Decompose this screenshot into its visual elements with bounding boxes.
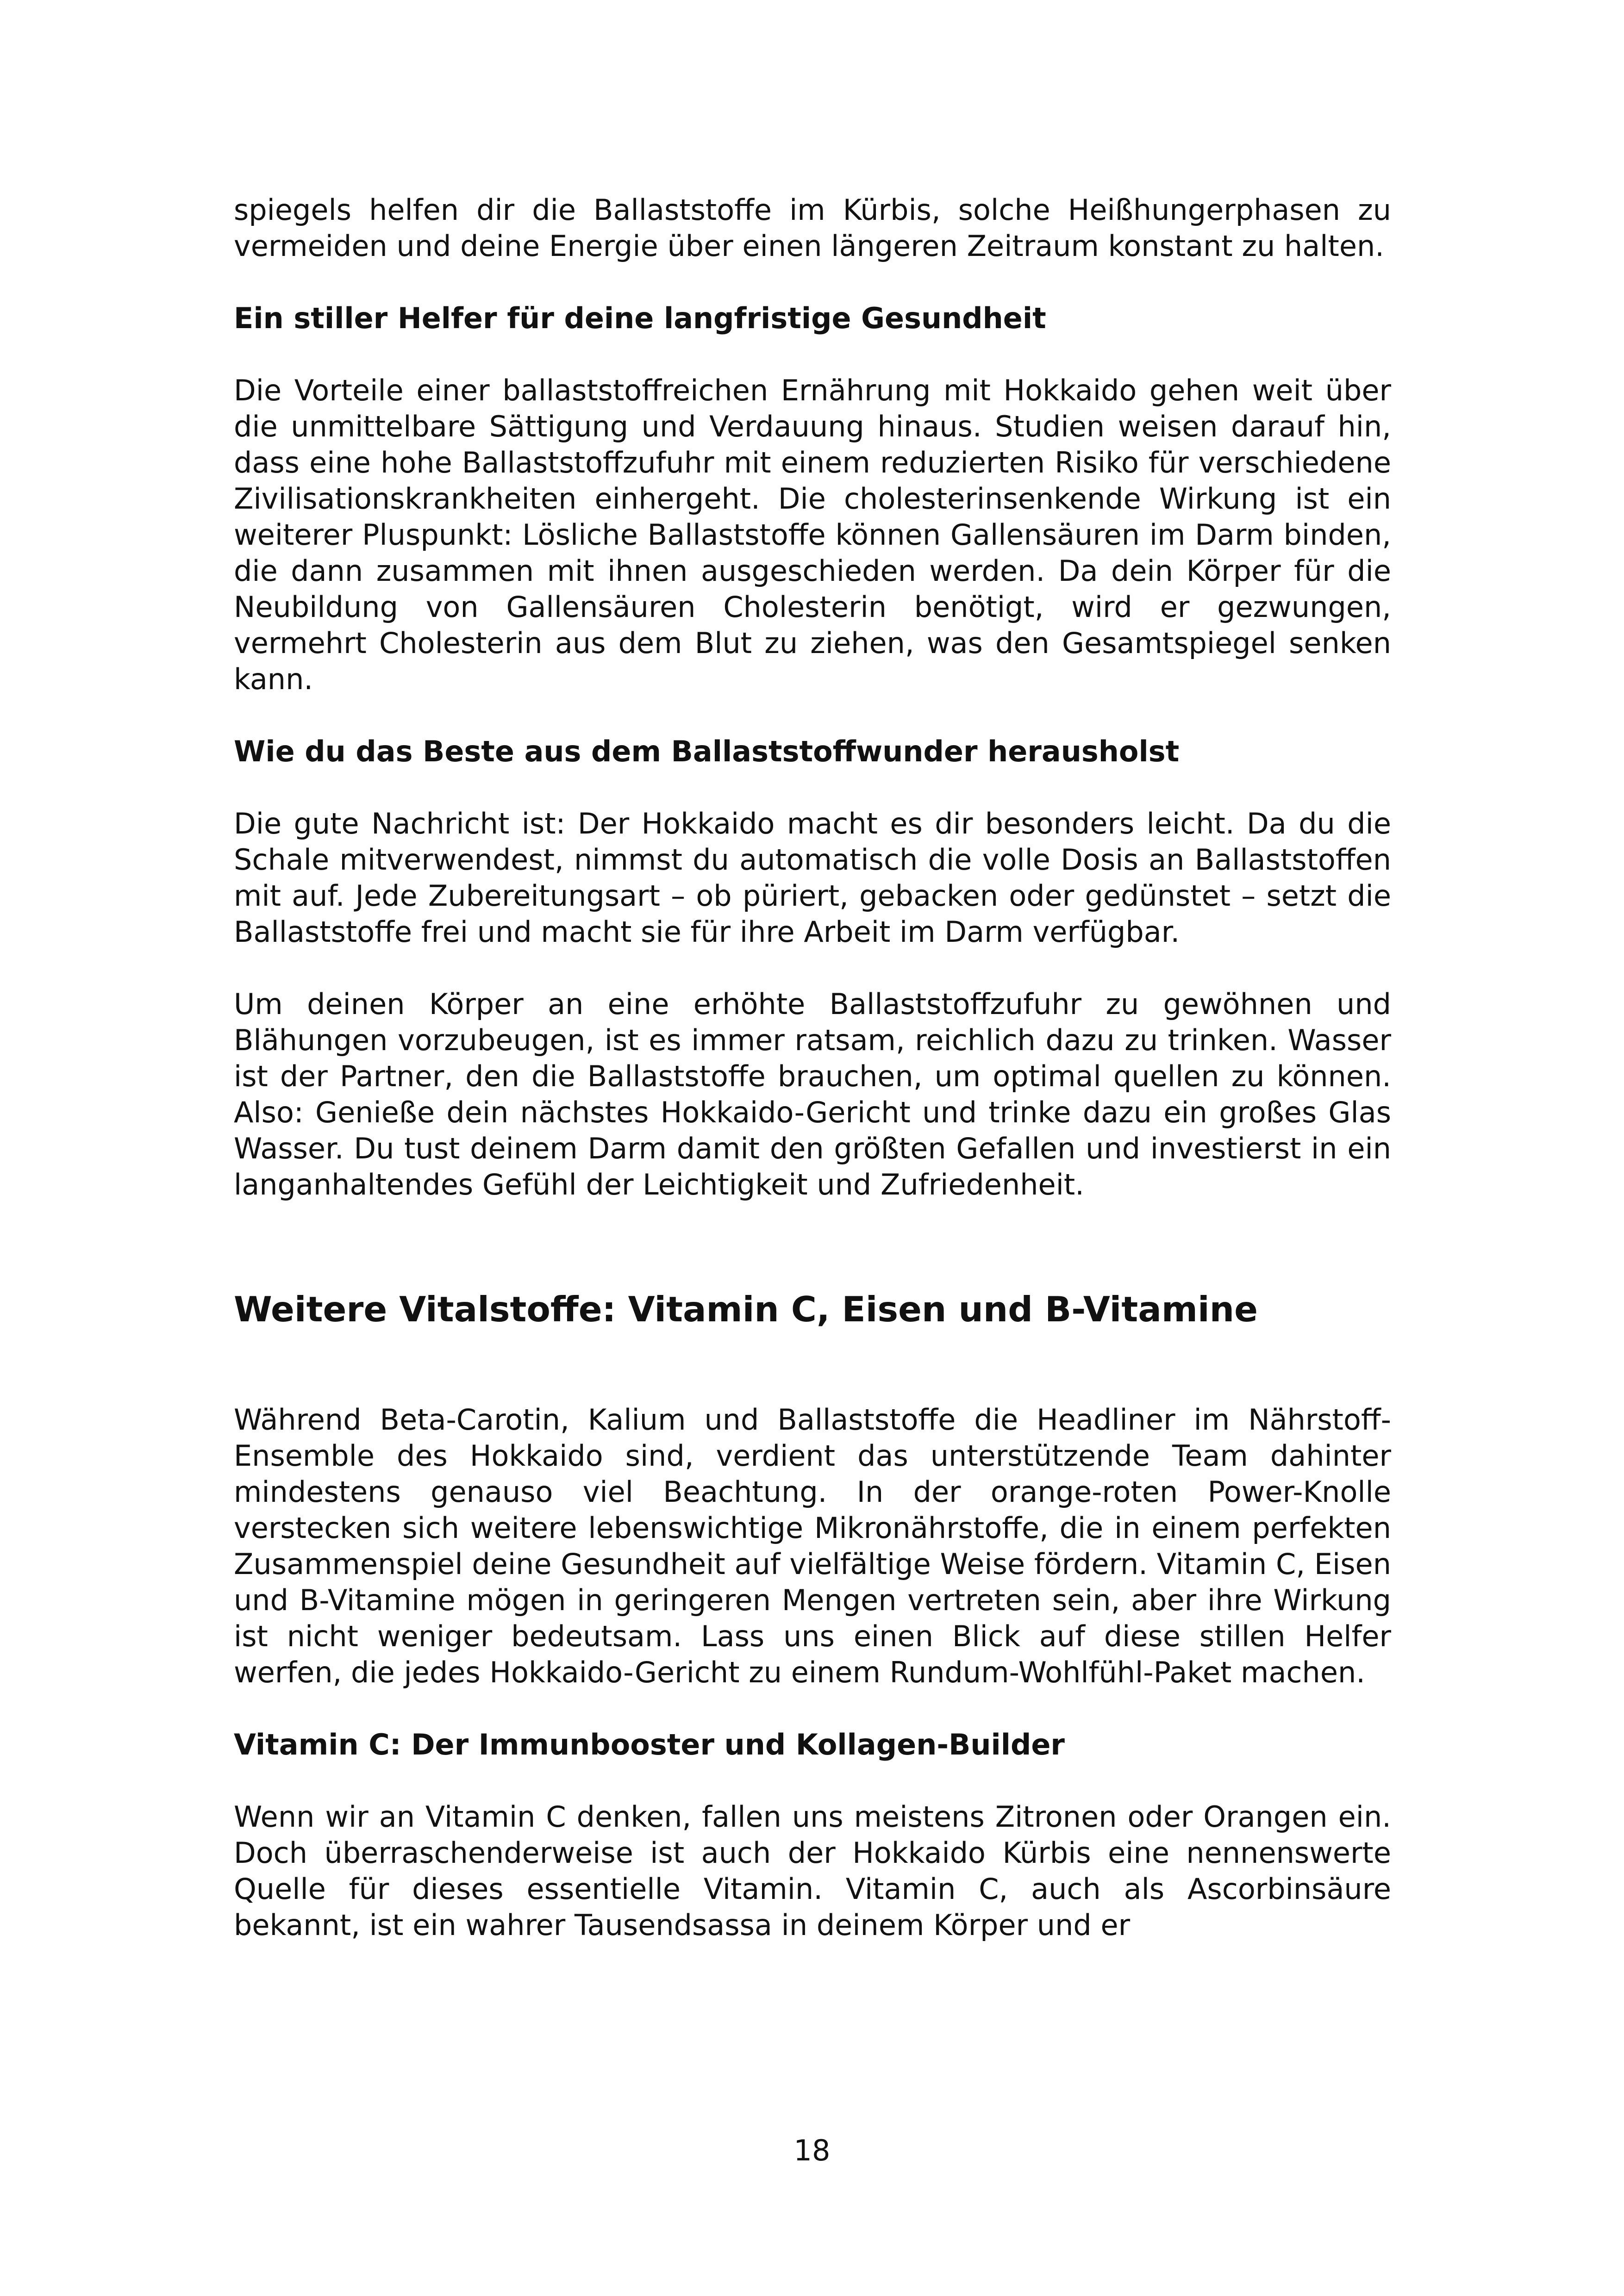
- paragraph-satiety-end: spiegels helfen dir die Ballaststoffe im Kürbis, solche Heißhungerphasen zu vermeiden und deine Energie über einen längeren Zeitraum konstant zu halten.: [234, 193, 1391, 263]
- paragraph-vital-intro: Während Beta-Carotin, Kalium und Ballaststoffe die Headliner im Nährstoff-Ensemble des Hokkaido sind, verdient das unterstützende Team dahinter mindestens genauso viel Beachtung. In der orange-roten Power-Knolle verstecken sich weitere lebenswichtige Mikronährstoffe, die in einem perfekten Zusammenspiel deine Gesundheit auf vielfältige Weise fördern. Vitamin C, Eisen und B-Vitamine mögen in geringeren Mengen vertreten sein, aber ihre Wirkung ist nicht weniger bedeutsam. Lass uns einen Blick auf diese stillen Helfer werfen, die jedes Hokkaido-Gericht zu einem Rundum-Wohlfühl-Paket machen.: [234, 1403, 1391, 1689]
- paragraph-vitamin-c: Wenn wir an Vitamin C denken, fallen uns meistens Zitronen oder Orangen ein. Doch überraschenderweise ist auch der Hokkaido Kürbis eine nennenswerte Quelle für dieses essentielle Vitamin. Vitamin C, auch als Ascorbinsäure bekannt, ist ein wahrer Tausendsassa in deinem Körper und er: [234, 1800, 1391, 1942]
- paragraph-preparation: Die gute Nachricht ist: Der Hokkaido macht es dir besonders leicht. Da du die Schale mitverwendest, nimmst du automatisch die volle Dosis an Ballaststoffen mit auf. Jede Zubereitungsart – ob püriert, gebacken oder gedünstet – setzt die Ballaststoffe frei und macht sie für ihre Arbeit im Darm verfügbar.: [234, 807, 1391, 949]
- subheading-vitamin-c: Vitamin C: Der Immunbooster und Kollagen-Builder: [234, 1728, 1065, 1761]
- paragraph-drink-water: Um deinen Körper an eine erhöhte Ballaststoffzufuhr zu gewöhnen und Blähungen vorzubeugen, ist es immer ratsam, reichlich dazu zu trinken. Wasser ist der Partner, den die Ballaststoffe brauchen, um optimal quellen zu können. Also: Genieße dein nächstes Hokkaido-Gericht und trinke dazu ein großes Glas Wasser. Du tust deinem Darm damit den größten Gefallen und investierst in ein langanhaltendes Gefühl der Leichtigkeit und Zufriedenheit.: [234, 987, 1391, 1201]
- page-number: 18: [793, 2134, 831, 2167]
- subheading-long-term-health: Ein stiller Helfer für deine langfristige Gesundheit: [234, 301, 1046, 335]
- page-body: [234, 192, 1391, 1943]
- paragraph-cholesterol: Die Vorteile einer ballaststoffreichen Ernährung mit Hokkaido gehen weit über die unmittelbare Sättigung und Verdauung hinaus. Studien weisen darauf hin, dass eine hohe Ballaststoffzufuhr mit einem reduzierten Risiko für verschiedene Zivilisationskrankheiten einhergeht. Die cholesterinsenkende Wirkung ist ein weiterer Pluspunkt: Lösliche Ballaststoffe können Gallensäuren im Darm binden, die dann zusammen mit ihnen ausgeschieden werden. Da dein Körper für die Neubildung von Gallensäuren Cholesterin benötigt, wird er gezwungen, vermehrt Cholesterin aus dem Blut zu ziehen, was den Gesamtspiegel senken kann.: [234, 373, 1391, 696]
- section-heading-vital-substances: Weitere Vitalstoffe: Vitamin C, Eisen und B-Vitamine: [234, 1289, 1258, 1330]
- subheading-best-use: Wie du das Beste aus dem Ballaststoffwunder herausholst: [234, 734, 1180, 768]
